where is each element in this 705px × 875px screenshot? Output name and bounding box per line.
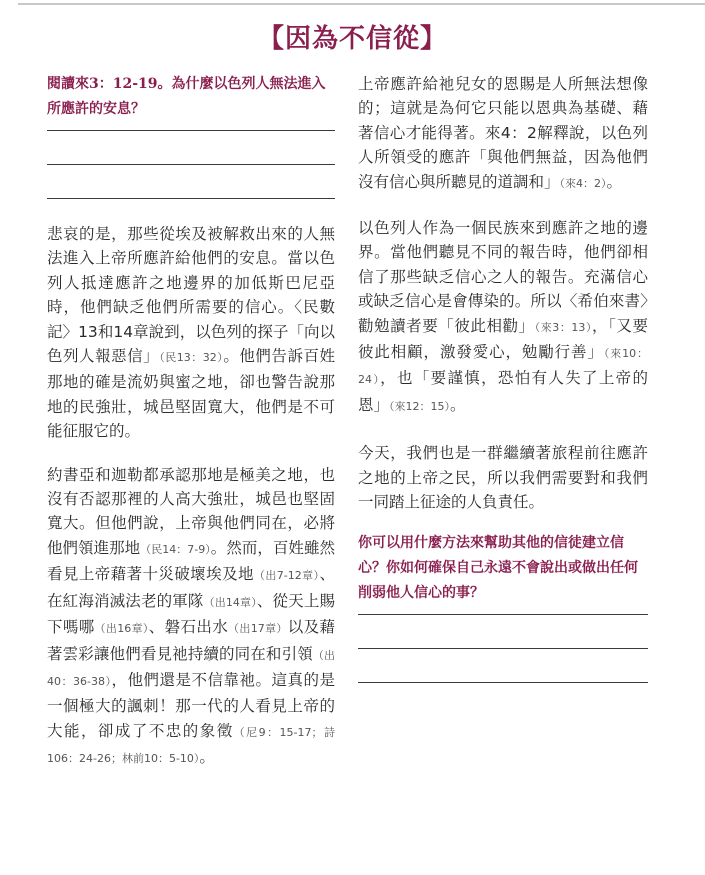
text: 。 — [606, 172, 623, 191]
scripture-ref: （尼9：15-17；詩106：24-26；林前10：5-10） — [47, 725, 335, 766]
answer-lines — [358, 614, 648, 683]
text: ，也「要謹慎，恐怕有人失了上帝的恩」 — [358, 369, 648, 414]
text: 。他們告訴百姓那地的確是流奶與蜜之地，卻也警告說那地的民強壯，城邑堅固寬大，他們是不可能征服它的。 — [47, 347, 335, 441]
text: 。 — [450, 395, 466, 414]
scripture-ref: （出40：36-38） — [47, 648, 335, 688]
scripture-ref: （出16章） — [94, 622, 149, 636]
answer-line[interactable] — [358, 648, 648, 649]
text: 悲哀的是，那些從埃及被解救出來的人無法進入上帝所應許給他們的安息。當以色列人抵達應許之地邊界的加低斯巴尼亞時，他們缺乏他們所需要的信心。〈民數記〉13和14章說到，以色列的探子「向以色列人報惡信」 — [47, 225, 335, 366]
text: 、在紅海消滅法老的軍隊 — [47, 565, 335, 610]
scripture-ref: （民13：32） — [159, 351, 224, 365]
answer-line[interactable] — [47, 164, 335, 165]
paragraph-unbelief-at-border — [47, 222, 335, 444]
paragraph-today: 今天，我們也是一群繼續著旅程前往應許之地的上帝之民，所以我們需要對和我們一同踏上征途的人負責任。 — [358, 444, 648, 512]
text: 約書亞和迦勒都承認那地是極美之地，也沒有否認那裡的人高大強壯，城邑也堅固寬大。但他們說，上帝與他們同在，必將他們領進那地 — [47, 465, 335, 557]
text: 、磐石出水 — [148, 618, 229, 637]
text: 以色列人作為一個民族來到應許之地的邊界。當他們聽見不同的報告時，他們卻相信了那些缺乏信心之人的報告。充滿信心或缺乏信心是會傳染的。所以〈希伯來書〉勸勉讀者要「彼此相勸」 — [358, 219, 648, 335]
answer-lines — [47, 130, 335, 199]
scripture-ref: （民14：7-9） — [140, 542, 211, 556]
answer-line[interactable] — [47, 198, 335, 199]
scripture-ref: （來3：13） — [534, 320, 593, 334]
scripture-ref: （出14章） — [203, 595, 257, 609]
scripture-ref: （出17章） — [228, 622, 288, 636]
scripture-ref: （來10：24） — [358, 347, 648, 387]
scripture-ref: （來4：2） — [559, 176, 607, 190]
answer-line[interactable] — [47, 130, 335, 131]
right-column — [358, 72, 648, 683]
scripture-ref: （來12：15） — [389, 399, 451, 413]
text: 。然而，百姓雖然看見上帝藉著十災破壞埃及地 — [47, 538, 335, 584]
text: 。 — [199, 748, 215, 767]
answer-line[interactable] — [358, 682, 648, 683]
left-column — [47, 72, 335, 772]
answer-line[interactable] — [358, 614, 648, 615]
paragraph-contagious-faith — [358, 216, 648, 419]
top-rule — [18, 3, 705, 5]
discussion-question: 你可以用什麼方法來幫助其他的信徒建立信心？你如何確保自己永遠不會說出或做出任何削弱他人信心的事？ — [358, 534, 638, 601]
text: ，「又要彼此相顧，激發愛心，勉勵行善」 — [358, 316, 648, 362]
text: 以及藉著雲彩讓他們看見祂持續的同在和引領 — [47, 618, 335, 663]
text: ，他們還是不信靠祂。這真的是一個極大的諷刺！那一代的人看見上帝的大能，卻成了不忠的象徵 — [47, 670, 335, 740]
paragraph-joshua-caleb — [47, 463, 335, 772]
text: 上帝應許給祂兒女的恩賜是人所無法想像的；這就是為何它只能以恩典為基礎、藉著信心才能得著。來4：2解釋說，以色列人所領受的應許「與他們無益，因為他們沒有信心與所聽見的道調和」 — [358, 75, 648, 191]
text: 、從天上賜下嗎哪 — [47, 591, 335, 637]
scripture-ref: （出7-12章） — [253, 569, 320, 583]
reading-question: 閱讀來3：12-19。為什麼以色列人無法進入所應許的安息？ — [47, 76, 326, 117]
page-title: 【因為不信從】 — [257, 24, 447, 54]
paragraph-promise-by-faith — [358, 72, 648, 196]
